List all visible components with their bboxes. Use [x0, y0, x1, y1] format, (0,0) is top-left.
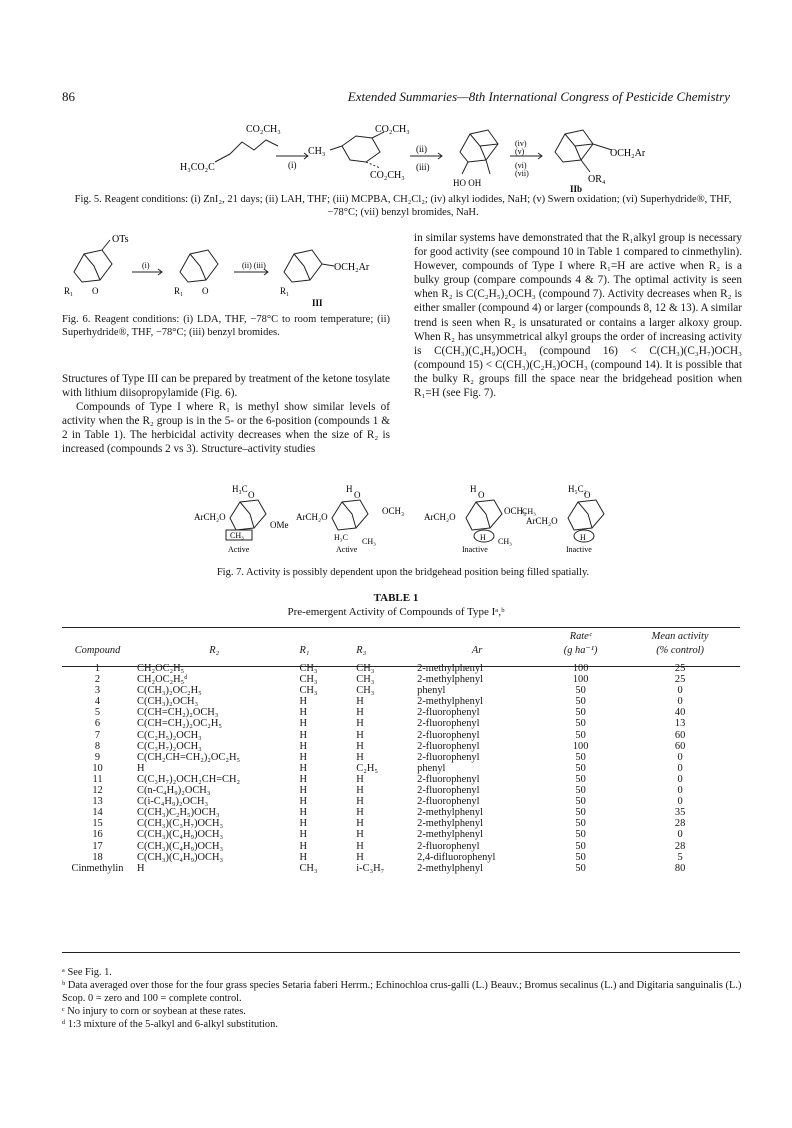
cell-rate: 50 [575, 818, 586, 830]
fig6-label: (i) [142, 261, 150, 270]
fig6-label: R₁ [280, 286, 290, 296]
table-row [62, 741, 740, 752]
cell-r1: H [299, 829, 307, 841]
fig7-label: H [470, 484, 477, 494]
cell-r1: H [299, 773, 307, 785]
cell-mean: 0 [677, 785, 683, 797]
cell-compound: 16 [92, 829, 103, 841]
cell-compound: 15 [92, 818, 103, 830]
cell-r2: C(CH=CH₂)₂OC₂H₅ [137, 718, 223, 730]
cell-r2: CH₂OC₂H₅ᵈ [137, 674, 188, 686]
cell-r1: H [299, 707, 307, 719]
cell-compound: 11 [92, 773, 103, 785]
cell-r2: H [137, 862, 145, 874]
cell-r3: H [356, 773, 364, 785]
cell-ar: 2-fluorophenyl [417, 707, 480, 719]
col-rate-unit: (g ha⁻¹) [563, 645, 598, 656]
cell-r2: C(CH=CH₂)₂OCH₃ [137, 707, 219, 719]
cell-r1: H [299, 718, 307, 730]
fig5-label: CO₂CH₃ [375, 124, 410, 135]
fig5-label: IIb [570, 184, 583, 192]
footnote: ᵃ See Fig. 1. [62, 967, 112, 978]
cell-rate: 50 [575, 840, 586, 852]
fig6-scheme [62, 232, 390, 310]
fig7-label: O [354, 490, 361, 500]
cell-r3: CH₃ [356, 663, 375, 674]
cell-ar: 2-fluorophenyl [417, 796, 480, 808]
table-row [62, 774, 740, 785]
cell-r1: CH₃ [299, 663, 318, 674]
cell-compound: 5 [94, 707, 101, 719]
cell-r3: i-C₃H₇ [356, 862, 385, 874]
cell-r3: H [356, 829, 364, 841]
footnotes [62, 966, 742, 1031]
cell-mean: 5 [677, 851, 683, 863]
cell-mean: 25 [674, 663, 686, 674]
cell-compound: 8 [94, 740, 101, 752]
cell-mean: 28 [674, 818, 686, 830]
col-r1: R₁ [299, 644, 310, 656]
fig7-label: OMe [270, 520, 289, 530]
cell-rate: 50 [575, 762, 586, 774]
cell-r3: CH₃ [356, 685, 375, 697]
fig6-label: R₁ [64, 286, 74, 296]
cell-ar: 2-methylphenyl [417, 829, 483, 841]
cell-rate: 50 [575, 685, 586, 697]
cell-compound: 10 [92, 762, 103, 774]
fig5-label: HO OH [453, 178, 482, 188]
table-row [62, 796, 740, 807]
col-rate: Rateᶜ [569, 631, 592, 642]
cell-r3: H [356, 729, 364, 741]
table-row [62, 852, 740, 863]
fig7-label: ArCH₂O [424, 512, 456, 522]
cell-r1: H [299, 729, 307, 741]
cell-compound: 9 [94, 751, 101, 763]
fig7-label: CH₃ [498, 537, 512, 546]
col-r2: R₂ [209, 644, 220, 656]
cell-mean: 80 [674, 862, 686, 874]
cell-r3: H [356, 718, 364, 730]
cell-compound: 3 [94, 685, 101, 697]
cell-mean: 0 [677, 685, 683, 697]
cell-compound: 12 [92, 785, 103, 797]
fig5-label: (iii) [416, 162, 430, 172]
fig7-label: O [478, 490, 485, 500]
cell-mean: 13 [674, 718, 686, 730]
fig7-label: O [248, 490, 255, 500]
fig5-label: (vii) [515, 169, 529, 178]
table-row [62, 818, 740, 829]
cell-rate: 50 [575, 862, 586, 874]
cell-rate: 100 [572, 663, 589, 674]
right-column [414, 231, 742, 400]
footnote: ᶜ No injury to corn or soybean at these rates. [62, 1006, 246, 1017]
fig7-label: O [584, 490, 591, 500]
cell-r3: H [356, 851, 364, 863]
cell-ar: phenyl [417, 685, 446, 697]
cell-r2: C(C₃H₇)₂OCH₃ [137, 740, 202, 752]
cell-r1: H [299, 818, 307, 830]
cell-r1: CH₃ [299, 685, 318, 697]
cell-r2: H [137, 762, 145, 774]
fig5-label: (vi) [515, 161, 527, 170]
cell-r1: CH₃ [299, 862, 318, 874]
cell-r2: C(CH₃)C₂H₅)OCH₃ [137, 807, 220, 819]
fig7-label: Inactive [462, 545, 488, 554]
cell-compound: 7 [94, 729, 101, 741]
cell-mean: 35 [674, 807, 686, 819]
table-row [62, 807, 740, 818]
cell-r3: H [356, 807, 364, 819]
fig6-label: III [312, 298, 323, 308]
cell-r2: C(C₃H₇)₂OCH₂CH=CH₂ [137, 773, 241, 785]
cell-ar: 2-fluorophenyl [417, 729, 480, 741]
cell-ar: 2,4-difluorophenyl [417, 851, 496, 863]
cell-mean: 0 [677, 773, 683, 785]
cell-ar: 2-methylphenyl [417, 818, 483, 830]
cell-r3: H [356, 707, 364, 719]
cell-rate: 50 [575, 851, 586, 863]
cell-ar: 2-methylphenyl [417, 663, 483, 674]
fig5-label: OCH₂Ar [610, 148, 646, 159]
cell-r3: CH₃ [356, 674, 375, 686]
cell-r1: H [299, 840, 307, 852]
fig7-label: OCH₃ [504, 506, 527, 516]
cell-r1: H [299, 762, 307, 774]
running-title: Extended Summaries—8th International Congress of Pesticide Chemistry [347, 89, 730, 104]
cell-ar: 2-fluorophenyl [417, 751, 480, 763]
cell-r1: H [299, 851, 307, 863]
fig5-label: (ii) [416, 144, 427, 154]
fig6-label: OTs [112, 234, 129, 245]
cell-ar: 2-fluorophenyl [417, 773, 480, 785]
cell-r3: H [356, 751, 364, 763]
cell-r2: C(CH₃)₂OCH₃ [137, 696, 199, 708]
cell-mean: 28 [674, 840, 686, 852]
cell-rate: 50 [575, 707, 586, 719]
table-rule-header [62, 666, 740, 667]
cell-rate: 50 [575, 829, 586, 841]
cell-mean: 40 [674, 707, 686, 719]
cell-mean: 0 [677, 696, 683, 708]
cell-rate: 50 [575, 807, 586, 819]
fig7-caption: Fig. 7. Activity is possibly dependent upon the bridgehead position being filled spatially. [216, 567, 590, 578]
cell-r3: H [356, 785, 364, 797]
cell-r1: H [299, 696, 307, 708]
cell-mean: 0 [677, 751, 683, 763]
cell-r1: H [299, 751, 307, 763]
cell-r1: H [299, 807, 307, 819]
fig7-label: Active [336, 545, 358, 554]
cell-r1: H [299, 796, 307, 808]
page-number: 86 [62, 89, 75, 104]
fig7-label: ArCH₂O [194, 512, 226, 522]
fig7-label: Inactive [566, 545, 592, 554]
cell-r2: C(C₂H₅)₂OCH₃ [137, 729, 202, 741]
fig7-label: ArCH₂O [526, 516, 558, 526]
cell-compound: 6 [94, 718, 101, 730]
table-row [62, 685, 740, 696]
cell-ar: 2-fluorophenyl [417, 718, 480, 730]
fig5-label: H₃CO₂C [180, 162, 215, 173]
paragraph: Structures of Type III can be prepared by treatment of the ketone tosylate with lithium diisopropylamide (Fig. 6). [62, 373, 390, 400]
cell-mean: 0 [677, 796, 683, 808]
cell-r2: C(i-C₄H₉)₂OCH₃ [137, 796, 209, 808]
table-rule-bottom [62, 952, 740, 953]
cell-r2: C(CH₃)(C₄H₉)OCH₃ [137, 840, 224, 852]
cell-r3: H [356, 818, 364, 830]
fig5-label: (v) [515, 147, 525, 156]
cell-compound: Cinmethylin [71, 862, 124, 874]
fig5-label: (i) [288, 160, 297, 170]
table-row [62, 718, 740, 729]
paragraph: Compounds of Type I where R₁ is methyl show similar levels of activity when the R₂ group is in the 5- or the 6-position (compounds 1 & 2 in Table 1). The herbicidal activity decreases when the size of R₂ is increased (compounds 2 vs 3). Structure–activity studies [62, 401, 390, 456]
cell-r3: H [356, 840, 364, 852]
table-rule-top [62, 627, 740, 628]
cell-mean: 0 [677, 829, 683, 841]
fig7-label: H₃C [334, 533, 348, 542]
table-row [62, 707, 740, 718]
fig6-caption: Fig. 6. Reagent conditions: (i) LDA, THF, −78°C to room temperature; (ii) Superhydride®, THF, −78°C; (iii) benzyl bromides. [62, 314, 390, 338]
cell-rate: 50 [575, 729, 586, 741]
cell-r2: C(CH₂CH=CH₂)₂OC₂H₅ [137, 751, 241, 763]
cell-r2: CH₂OC₂H₅ [137, 663, 185, 674]
cell-r2: C(n-C₄H₉)₂OCH₃ [137, 785, 211, 797]
cell-rate: 50 [575, 718, 586, 730]
table-row [62, 752, 740, 763]
cell-ar: 2-fluorophenyl [417, 785, 480, 797]
cell-rate: 100 [572, 674, 589, 686]
cell-rate: 50 [575, 796, 586, 808]
fig6-label: OCH₂Ar [334, 262, 370, 273]
table-label: TABLE 1 [373, 592, 419, 604]
fig5-scheme [170, 112, 730, 192]
cell-mean: 60 [674, 729, 686, 741]
col-r3: R₃ [356, 644, 367, 656]
cell-rate: 50 [575, 696, 586, 708]
cell-compound: 4 [94, 696, 101, 708]
cell-ar: phenyl [417, 762, 446, 774]
table-row [62, 696, 740, 707]
cell-mean: 25 [674, 674, 686, 686]
cell-compound: 1 [94, 663, 101, 674]
cell-r2: C(CH₃)(C₃H₇)OCH₃ [137, 818, 224, 830]
cell-rate: 50 [575, 751, 586, 763]
fig7-label: CH₃ [230, 531, 244, 540]
fig5-caption: Fig. 5. Reagent conditions: (i) ZnI₂, 21 days; (ii) LAH, THF; (iii) MCPBA, CH₂Cl₂; (iv) alkyl iodides, NaH; (v) Swern oxidation; (vi) Superhydride®, THF, −78°C; (vii) benzyl bromides, NaH. [74, 194, 732, 218]
cell-compound: 14 [92, 807, 103, 819]
cell-compound: 18 [92, 851, 103, 863]
table-row [62, 763, 740, 774]
left-column [62, 372, 390, 457]
cell-rate: 50 [575, 785, 586, 797]
cell-mean: 60 [674, 740, 686, 752]
fig7-label: CH₃ [522, 507, 536, 516]
cell-rate: 50 [575, 773, 586, 785]
cell-r3: H [356, 696, 364, 708]
cell-ar: 2-methylphenyl [417, 862, 483, 874]
fig7-label: H₃C [232, 484, 248, 494]
fig6-label: (ii) (iii) [242, 261, 266, 270]
col-mean-unit: (% control) [656, 644, 704, 656]
cell-ar: 2-fluorophenyl [417, 840, 480, 852]
cell-ar: 2-methylphenyl [417, 696, 483, 708]
fig5-label: OR₄ [588, 174, 606, 185]
fig5-label: CO₂CH₃ [246, 124, 281, 135]
table-title: Pre-emergent Activity of Compounds of Type Iᵃ,ᵇ [287, 606, 505, 618]
fig7-label: H [580, 533, 586, 542]
fig7-scheme [186, 484, 616, 556]
col-compound: Compound [74, 644, 121, 656]
cell-ar: 2-fluorophenyl [417, 740, 480, 752]
footnote: ᵇ Data averaged over those for the four grass species Setaria faberi Herrm.; Echinochloa crus-galli (L.) Beauv.; Bromus secalinus (L.) and Digitaria sanguinalis (L.) Scop. 0 = zero and 100 = complete control. [62, 980, 742, 1004]
table-row [62, 841, 740, 852]
cell-ar: 2-methylphenyl [417, 674, 483, 686]
cell-compound: 17 [92, 840, 103, 852]
col-ar: Ar [471, 644, 483, 656]
fig7-label: H₅C₂ [568, 484, 587, 494]
fig7-label: OCH₃ [382, 506, 405, 516]
cell-r3: H [356, 740, 364, 752]
fig7-label: CH₃ [362, 537, 376, 546]
table-row [62, 863, 740, 874]
fig6-label: O [92, 286, 99, 296]
fig5-label: CH₃ [308, 146, 326, 157]
cell-r1: H [299, 740, 307, 752]
cell-r2: C(CH₃)(C₄H₉)OCH₃ [137, 829, 224, 841]
fig7-label: H [480, 533, 486, 542]
fig5-label: CO₂CH₃ [370, 170, 405, 181]
fig6-label: O [202, 286, 209, 296]
fig6-label: R₁ [174, 286, 184, 296]
cell-compound: 13 [92, 796, 103, 808]
table-row [62, 730, 740, 741]
cell-ar: 2-methylphenyl [417, 807, 483, 819]
table-row [62, 785, 740, 796]
fig7-label: ArCH₂O [296, 512, 328, 522]
table-row [62, 663, 740, 674]
cell-mean: 0 [677, 762, 683, 774]
cell-r2: C(CH₃)₂OC₂H₅ [137, 685, 202, 697]
fig7-label: H [346, 484, 353, 494]
cell-r3: C₂H₅ [356, 762, 378, 774]
paragraph: in similar systems have demonstrated that the R₁alkyl group is necessary for good activity (see compound 10 in Table 1 compared to cinmethylin). However, compounds of Type I where R₁=H are active when R₂ is a bulky group (compare compounds 4 & 7). The optimal activity is seen when R₂ is C(C₂H₅)₂OCH₃ (compound 7). Activity decreases when R₂ is either smaller (compound 4) or larger (compounds 8, 12 & 13). A similar trend is seen when R₂ is unsaturated or contains a larger alkoxy group. When R₂ has unsymmetrical alkyl groups the order of increasing activity is C(CH₃)(C₄H₉)OCH₃ (compound 16) < C(CH₃)(C₃H₇)OCH₃ (compound 15) < C(CH₃)(C₂H₅)OCH₃ (compound 14). It is possible that the bulky R₂ groups fill the space near the bridgehead position when R₁=H (see Fig. 7). [414, 232, 742, 400]
cell-rate: 100 [572, 740, 589, 752]
fig7-label: Active [228, 545, 250, 554]
cell-r2: C(CH₃)(C₄H₉)OCH₃ [137, 851, 224, 863]
cell-compound: 2 [94, 674, 101, 686]
cell-r3: H [356, 796, 364, 808]
cell-r1: H [299, 785, 307, 797]
cell-r1: CH₃ [299, 674, 318, 686]
table-row [62, 674, 740, 685]
table-row [62, 829, 740, 840]
col-mean: Mean activity [651, 631, 709, 642]
fig5-label: (iv) [515, 139, 527, 148]
footnote: ᵈ 1:3 mixture of the 5-alkyl and 6-alkyl substitution. [62, 1019, 278, 1030]
